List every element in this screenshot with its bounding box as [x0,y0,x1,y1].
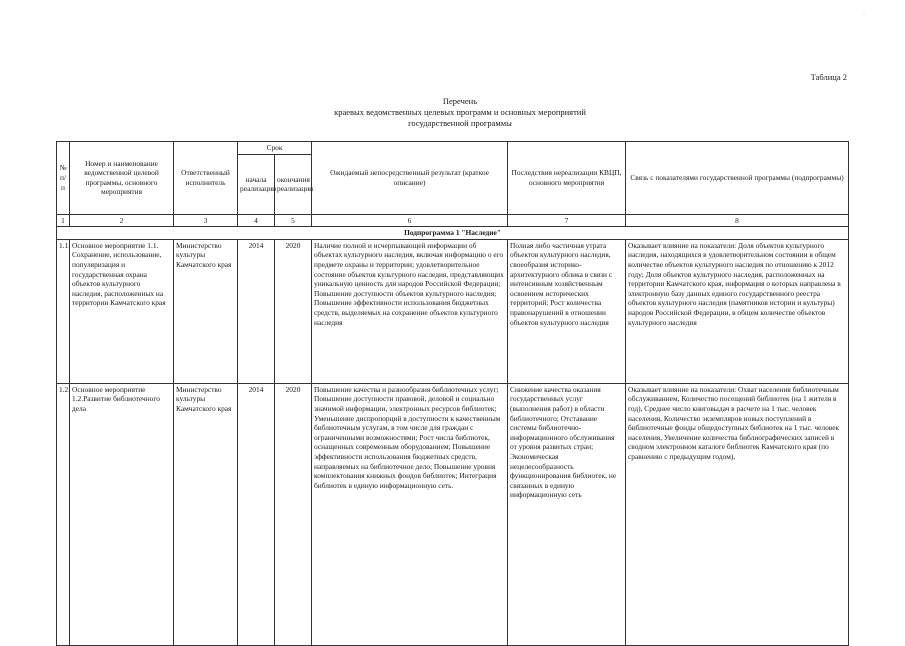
row-start: 2014 [238,383,275,645]
header-num: № п/п [57,142,70,215]
row-end: 2020 [275,383,312,645]
table-label: Таблица 2 [810,72,847,82]
scan-mark: · [863,12,865,18]
col-number: 8 [626,214,849,227]
header-link: Связь с показателями государственной программы (подпрограммы) [626,142,849,215]
document-title [250,96,670,129]
title-line-2: краевых ведомственных целевых программ и основных мероприятий [334,107,586,117]
col-number: 6 [312,214,508,227]
row-result: Наличие полной и исчерпывающей информации об объектах культурного наследия, включая информацию о его предмете охраны и территории; удовлетворительное состояние объектов культурного наследия, представляющих уникальную ценность для народов Российской Федерации; Повышение доступности объектов культурного наследия; Повышение эффективности использования бюджетных средств, выделяемых на сохранение объектов культурного наследия [312,239,508,383]
table-row [57,239,849,383]
row-link: Оказывает влияние на показатели: Охват населения библиотечным обслуживанием, Количество посещений библиотек (на 1 жителя в год), Среднее число книговыдач в расчете на 1 тыс. человек населения, Количество экземпляров новых поступлений в библиотечные фонды общедоступных библиотек на 1 тыс. человек населения, Увеличение количества библиографических записей в сводном электронном каталоге библиотек Камчатского края (по сравнению с предыдущим годом), [626,383,849,645]
header-result: Ожидаемый непосредственный результат (краткое описание) [312,142,508,215]
header-end: окончания реализации [275,154,312,214]
row-name: Основное мероприятие 1.1. Сохранение, использование, популяризация и государственная охрана объектов культурного наследия, расположенных на территории Камчатского края [70,239,174,383]
col-number: 3 [174,214,238,227]
row-link: Оказывает влияние на показатели: Доля объектов культурного наследия, находящихся в удовлетворительном состоянии в общем количестве объектов культурного наследия по отношению к 2012 году; Доля объектов культурного наследия, расположенных на территории Камчатского края, информация о которых направлена в электронную базу данных единого государственного реестра объектов культурного наследия (памятников истории и культуры) народов Российской Федерации, в общем количестве объектов культурного наследия [626,239,849,383]
col-number: 4 [238,214,275,227]
subprogram-row [57,227,849,240]
title-line-1: Перечень [442,96,478,106]
row-executor: Министерство культуры Камчатского края [174,383,238,645]
column-numbers-row [57,214,849,227]
col-number: 1 [57,214,70,227]
header-row [57,142,849,155]
header-term: Срок [238,142,312,155]
programs-table [56,141,849,646]
row-end: 2020 [275,239,312,383]
subprogram-title: Подпрограмма 1 "Наследие" [57,227,849,240]
row-consequences: Снижение качества оказания государственных услуг (выполнения работ) в области библиотечного; Отставание системы библиотечно-информационного обслуживания от уровня развитых стран; Экономическая нецелесообразность функционирования библиотек, не связанных в единую информационную сеть [508,383,626,645]
header-executor: Ответственный исполнитель [174,142,238,215]
col-number: 7 [508,214,626,227]
row-start: 2014 [238,239,275,383]
title-line-3: государственной программы [408,118,512,128]
table-row [57,383,849,645]
header-name: Номер и наименование ведомственной целевой программы, основного мероприятия [70,142,174,215]
row-result: Повышение качества и разнообразия библиотечных услуг; Повышение доступности правовой, деловой и социально значимой информации, электронных ресурсов библиотек; Уменьшение диспропорций в доступности к качественным библиотечным услугам, в том числе для граждан с ограниченными возможностями; Рост числа библиотек, оснащенных современным оборудованием; Повышение эффективности использования бюджетных средств, направляемых на библиотечное дело; Повышение уровня комплектования книжных фондов библиотек; Интеграция библиотек в единую информационную сеть. [312,383,508,645]
row-name: Основное мероприятие 1.2.Развитие библиотечного дела [70,383,174,645]
col-number: 5 [275,214,312,227]
col-number: 2 [70,214,174,227]
row-executor: Министерство культуры Камчатского края [174,239,238,383]
row-num: 1.1. [57,239,70,383]
header-start: начала реализации [238,154,275,214]
row-num: 1.2. [57,383,70,645]
row-consequences: Полная либо частичная утрата объектов культурного наследия, своеобразия историко-архитектурного облика в связи с интенсивным хозяйственным освоением исторических территорий; Рост количества правонарушений в отношении объектов культурного наследия [508,239,626,383]
header-consequences: Последствия нереализации КВЦП, основного мероприятия [508,142,626,215]
